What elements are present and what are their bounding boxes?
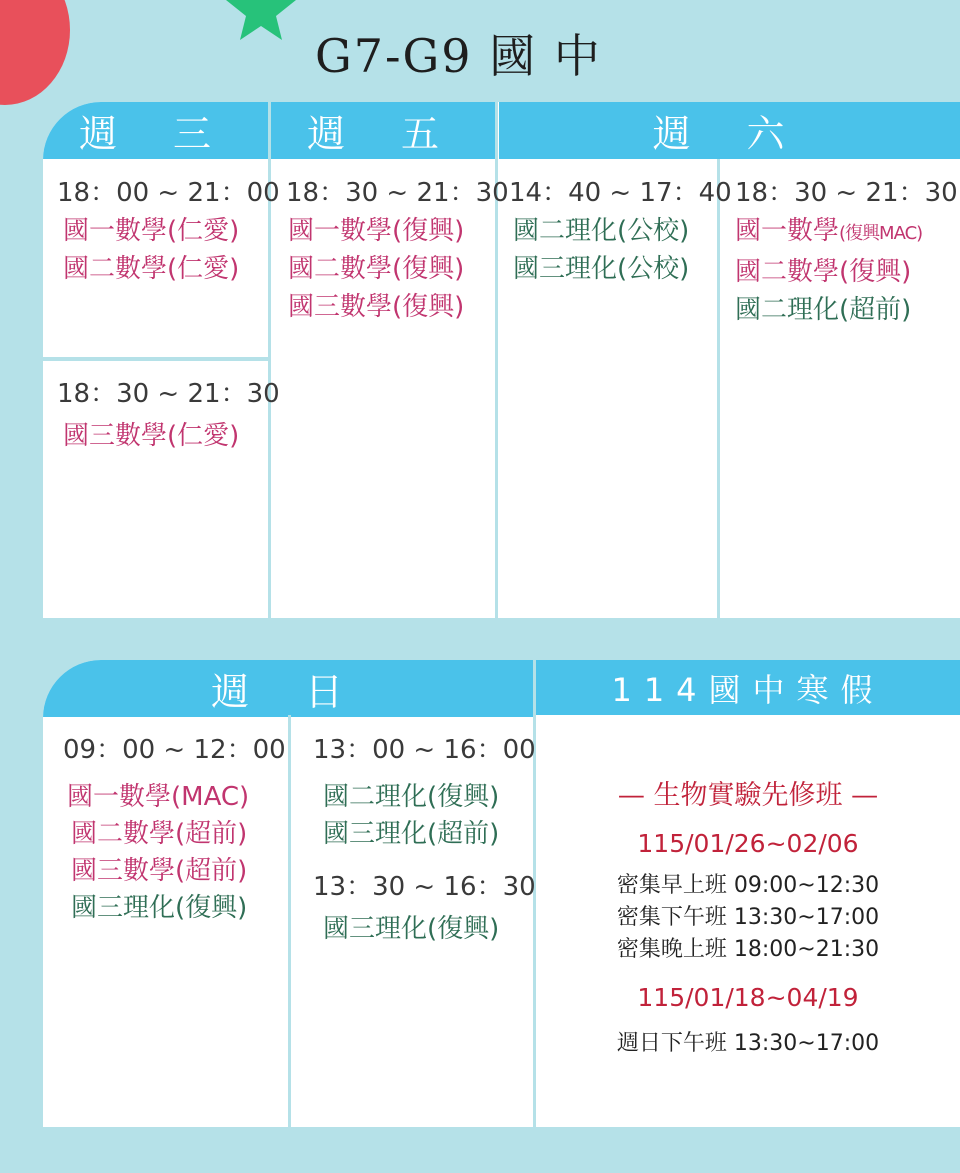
class-item: 國二理化(復興) [323, 782, 500, 812]
sunday-block-1 [63, 731, 286, 927]
class-item: 國三數學(復興) [288, 292, 465, 322]
time-slot: 18：30 ~ 21：30 [286, 178, 509, 208]
time-slot: 18：30 ~ 21：30 [735, 178, 958, 208]
wednesday-block-1 [57, 174, 280, 288]
header-winter-break: 114國中寒假 [536, 660, 960, 715]
class-item: 國一數學(MAC) [67, 782, 250, 812]
header-sunday: 週 日 [43, 660, 533, 717]
class-item: 國二理化(超前) [735, 295, 912, 325]
winter-break-info [536, 776, 960, 1060]
weekday-schedule-table [43, 102, 960, 618]
class-item: 國二理化(公校) [513, 216, 690, 246]
time-slot: 18：30 ~ 21：30 [57, 379, 280, 409]
time-slot: 14：40 ~ 17：40 [509, 178, 732, 208]
class-item: 國一數學(復興) [288, 216, 465, 246]
class-item: 國三數學(仁愛) [63, 421, 240, 451]
session-item: 週日下午班 13:30~17:00 [616, 1031, 880, 1056]
time-slot: 18：00 ~ 21：00 [57, 178, 280, 208]
sunday-winter-table [43, 660, 960, 1127]
date-range: 115/01/26~02/06 [637, 829, 859, 858]
session-item: 密集早上班 09:00~12:30 [616, 873, 880, 898]
header-saturday: 週 六 [499, 102, 960, 159]
class-item: 國三理化(復興) [71, 893, 248, 923]
class-item: 國二數學(復興) [735, 257, 912, 287]
class-item: 國三理化(超前) [323, 819, 500, 849]
class-item: 國二數學(超前) [71, 819, 248, 849]
class-item: 國三數學(超前) [71, 856, 248, 886]
session-item: 密集晚上班 18:00~21:30 [616, 937, 880, 962]
time-slot: 09：00 ~ 12：00 [63, 735, 286, 765]
session-item: 密集下午班 13:30~17:00 [616, 905, 880, 930]
date-range: 115/01/18~04/19 [637, 983, 859, 1012]
header-friday: 週 五 [271, 102, 497, 159]
column-divider [288, 715, 291, 1127]
session-list [536, 870, 960, 966]
class-item-note: (復興MAC) [839, 223, 923, 244]
saturday-block-1 [509, 174, 732, 288]
course-title: — 生物實驗先修班 — [617, 780, 879, 811]
class-item: 國三理化(復興) [323, 914, 500, 944]
row-divider [43, 357, 269, 361]
saturday-block-2 [735, 174, 958, 329]
sunday-block-2 [313, 731, 536, 853]
class-item: 國三理化(公校) [513, 254, 690, 284]
page-title: G7-G9 國 中 [315, 29, 602, 83]
class-item-name: 國一數學 [735, 216, 840, 246]
class-item: 國一數學(仁愛) [63, 216, 240, 246]
decorative-red-circle [0, 0, 70, 105]
friday-block [286, 174, 509, 326]
time-slot: 13：00 ~ 16：00 [313, 735, 536, 765]
decorative-star-icon [226, 0, 296, 45]
header-wednesday: 週 三 [43, 102, 269, 159]
sunday-block-3 [313, 868, 536, 948]
class-item: 國二數學(復興) [288, 254, 465, 284]
class-item: 國二數學(仁愛) [63, 254, 240, 284]
session-list [536, 1028, 960, 1060]
time-slot: 13：30 ~ 16：30 [313, 872, 536, 902]
class-item [735, 212, 958, 253]
wednesday-block-2 [57, 375, 280, 455]
